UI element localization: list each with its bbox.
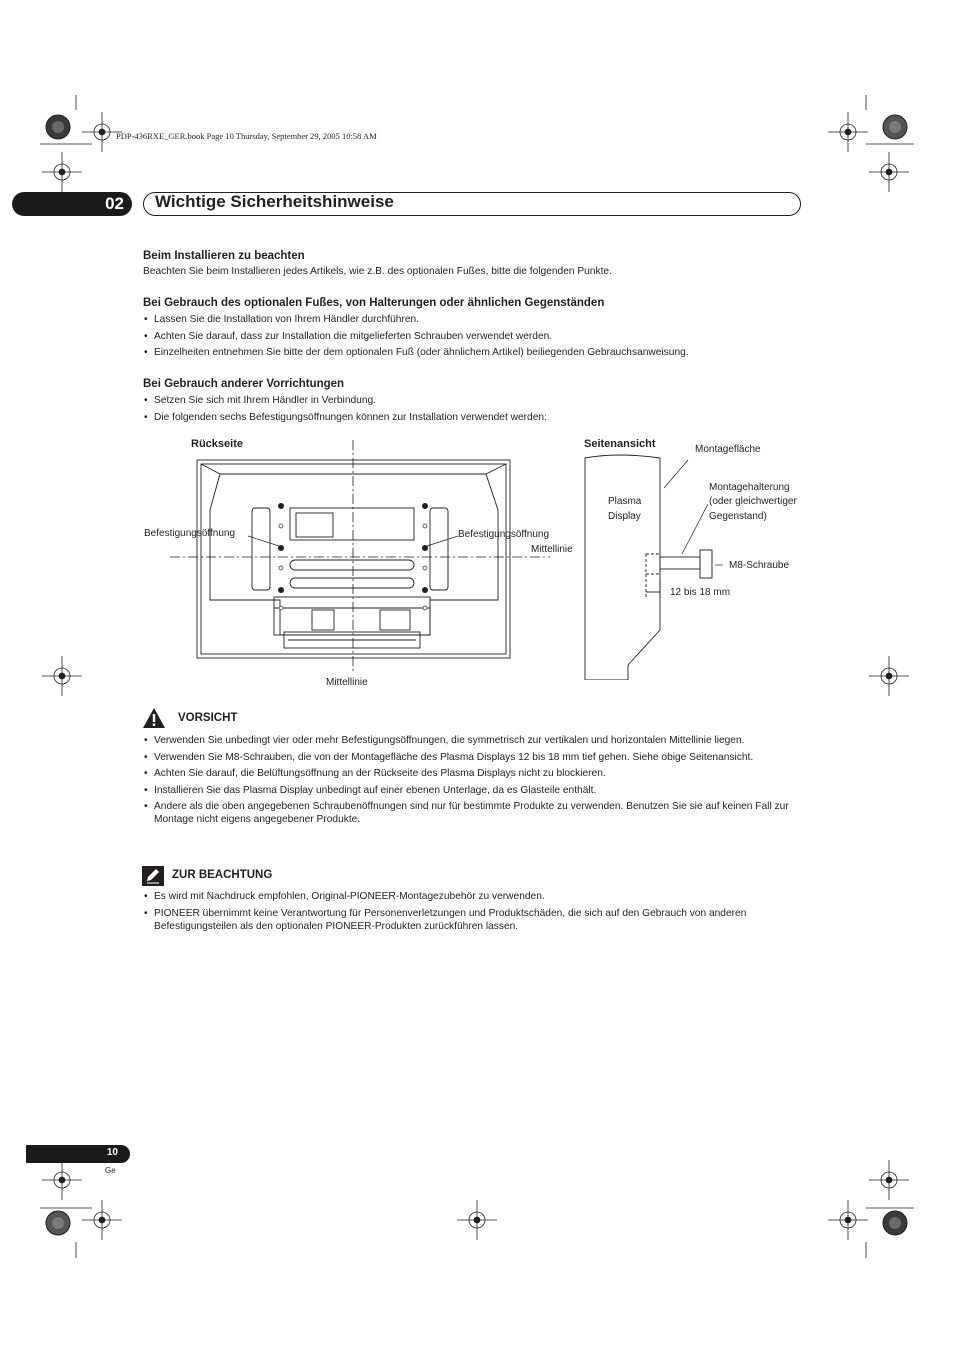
crosshair-mark bbox=[457, 1200, 497, 1240]
list-item: • Achten Sie darauf, die Belüftungsöffnung an der Rückseite des Plasma Displays nicht zu blockieren. bbox=[143, 767, 803, 780]
language-code: Ge bbox=[105, 1166, 116, 1175]
warning-icon bbox=[142, 707, 166, 729]
list-item: • Lassen Sie die Installation von Ihrem Händler durchführen. bbox=[143, 313, 803, 326]
list-item: • Achten Sie darauf, dass zur Installation die mitgelieferten Schrauben verwendet werden. bbox=[143, 330, 803, 343]
crosshair-mark bbox=[869, 152, 909, 192]
list-item: • Einzelheiten entnehmen Sie bitte der dem optionalen Fuß (oder ähnlichem Artikel) beiliegenden Gebrauchsanweisung. bbox=[143, 346, 803, 359]
chapter-number-badge bbox=[12, 192, 132, 216]
page-number-badge bbox=[26, 1145, 130, 1163]
list-item: • Andere als die oben angegebenen Schraubenöffnungen sind nur für bestimmte Produkte zu verwenden. Benutzen Sie sie auf keinen Fall zur Montage nicht eigens angegebener Produkte. bbox=[143, 800, 803, 826]
note-heading: ZUR BEACHTUNG bbox=[172, 869, 273, 881]
crosshair-mark bbox=[42, 152, 82, 192]
figure-title-rear: Rückseite bbox=[191, 438, 243, 450]
section-text-installation: Beachten Sie beim Installieren jedes Artikels, wie z.B. des optionalen Fußes, bitte die folgenden Punkte. bbox=[143, 266, 612, 277]
crosshair-mark bbox=[42, 1160, 82, 1200]
label-bracket-item: Gegenstand) bbox=[709, 511, 767, 522]
color-target-disc bbox=[882, 1210, 908, 1236]
figure-title-side: Seitenansicht bbox=[584, 438, 656, 450]
note-list bbox=[143, 890, 803, 936]
crosshair-mark bbox=[42, 656, 82, 696]
crosshair-mark bbox=[869, 656, 909, 696]
label-bracket-equivalent: (oder gleichwertiger bbox=[709, 496, 797, 507]
color-target-disc bbox=[45, 114, 71, 140]
list-item: • Es wird mit Nachdruck empfohlen, Original-PIONEER-Montagezubehör zu verwenden. bbox=[143, 890, 803, 903]
rear-view-diagram bbox=[140, 440, 580, 680]
crosshair-mark bbox=[82, 1200, 122, 1240]
section-heading-installation: Beim Installieren zu beachten bbox=[143, 250, 305, 262]
list-item: • Setzen Sie sich mit Ihrem Händler in Verbindung. bbox=[143, 394, 803, 407]
crosshair-mark bbox=[828, 1200, 868, 1240]
note-pencil-icon bbox=[142, 866, 164, 886]
section-heading-optional-stand: Bei Gebrauch des optionalen Fußes, von Halterungen oder ähnlichen Gegenständen bbox=[143, 297, 605, 309]
label-depth: 12 bis 18 mm bbox=[670, 587, 731, 598]
caution-heading: VORSICHT bbox=[178, 712, 238, 724]
label-plasma: Plasma bbox=[608, 496, 642, 507]
list-item: • Die folgenden sechs Befestigungsöffnungen können zur Installation verwendet werden: bbox=[143, 411, 803, 424]
label-center-line-horizontal: Mittellinie bbox=[531, 544, 573, 555]
label-hole-left: Befestigungsöffnung bbox=[144, 528, 236, 539]
section-heading-other-devices: Bei Gebrauch anderer Vorrichtungen bbox=[143, 378, 345, 390]
crosshair-mark bbox=[828, 112, 868, 152]
label-screw: M8-Schraube bbox=[729, 560, 790, 571]
page-number: 10 bbox=[106, 1147, 118, 1158]
label-mount-surface: Montagefläche bbox=[695, 444, 761, 455]
list-optional-stand bbox=[143, 313, 803, 363]
print-info: PDP-436RXE_GER.book Page 10 Thursday, September 29, 2005 10:58 AM bbox=[116, 131, 377, 141]
chapter-number: 02 bbox=[105, 194, 124, 213]
label-center-line-vertical: Mittellinie bbox=[326, 677, 368, 688]
color-target-disc bbox=[45, 1210, 71, 1236]
list-item: • PIONEER übernimmt keine Verantwortung für Personenverletzungen und Produktschäden, die sich auf den Gebrauch von anderen Befestigungsteilen als den optionalen PIONEER-Produkten zurückführen lassen. bbox=[143, 907, 803, 933]
chapter-title: Wichtige Sicherheitshinweise bbox=[155, 192, 394, 211]
list-item: • Verwenden Sie unbedingt vier oder mehr Befestigungsöffnungen, die symmetrisch zur vertikalen und horizontalen Mittellinie liegen. bbox=[143, 734, 803, 747]
crosshair-mark bbox=[869, 1160, 909, 1200]
caution-list bbox=[143, 734, 803, 830]
list-other-devices bbox=[143, 394, 803, 427]
label-bracket: Montagehalterung bbox=[709, 482, 790, 493]
label-display: Display bbox=[608, 511, 641, 522]
label-hole-right: Befestigungsöffnung bbox=[458, 529, 550, 540]
color-target-disc bbox=[882, 114, 908, 140]
list-item: • Verwenden Sie M8-Schrauben, die von der Montagefläche des Plasma Displays 12 bis 18 mm tief gehen. Siehe obige Seitenansicht. bbox=[143, 751, 803, 764]
list-item: • Installieren Sie das Plasma Display unbedingt auf einer ebenen Unterlage, da es Glasteile enthält. bbox=[143, 784, 803, 797]
